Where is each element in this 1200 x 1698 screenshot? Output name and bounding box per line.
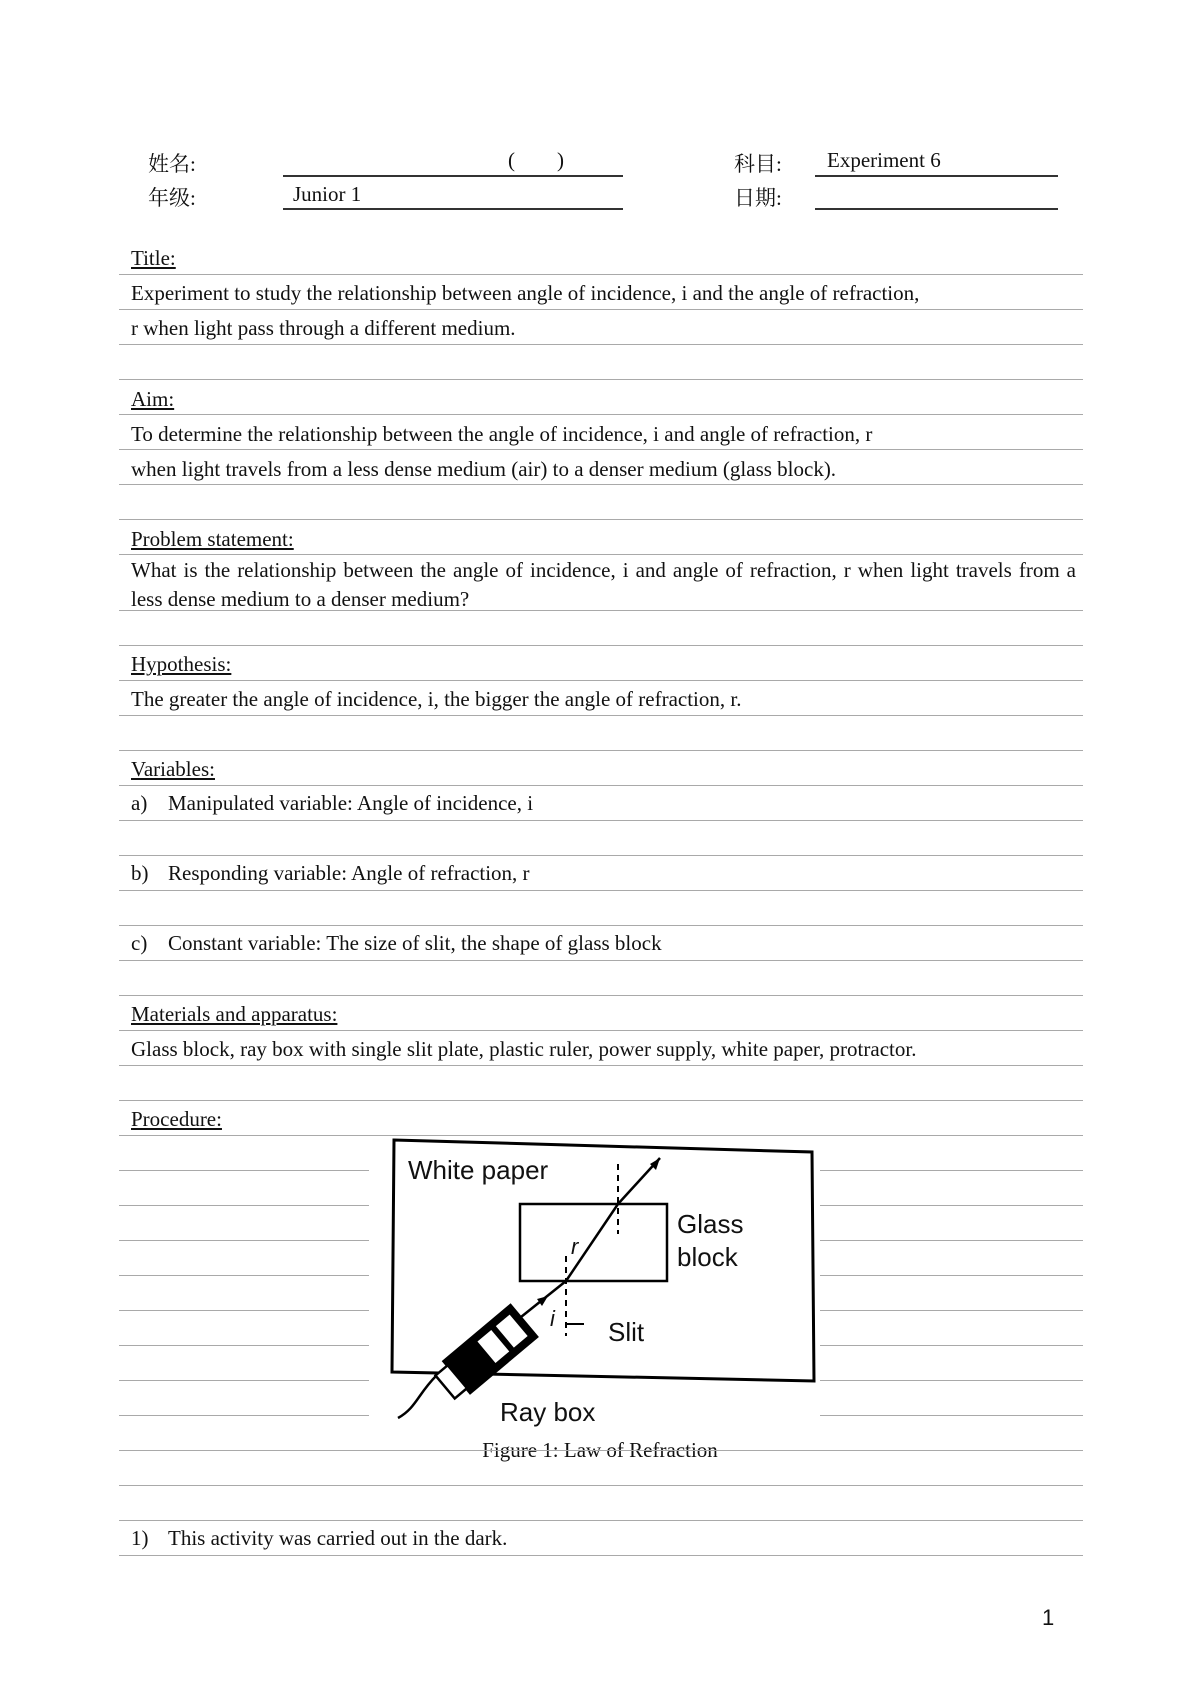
variable-item-constant [131,931,662,956]
refraction-figure [388,1136,818,1431]
aim-line-1: To determine the relationship between the angle of incidence, i and angle of refraction, r [131,422,873,446]
block-label: block [677,1242,738,1272]
ruled-line [119,715,1083,716]
title-heading: Title: [131,246,176,270]
ruled-line [820,1310,1083,1311]
ruled-line [119,1555,1083,1556]
variable-text: Constant variable: The size of slit, the shape of glass block [168,931,662,955]
white-paper-label: White paper [408,1155,549,1185]
angle-i-label: i [550,1306,555,1331]
grade-field[interactable] [283,208,623,210]
slit-label: Slit [608,1317,645,1347]
ruled-line [119,344,1083,345]
ruled-line [119,960,1083,961]
ruled-line [820,1275,1083,1276]
ruled-line [820,1170,1083,1171]
ruled-line [820,1240,1083,1241]
step-text: This activity was carried out in the dark. [168,1526,508,1550]
ray-box-label: Ray box [500,1397,596,1427]
ruled-line [119,995,1083,996]
ruled-line [119,1485,1083,1486]
materials-heading: Materials and apparatus: [131,1002,338,1026]
hypothesis-heading: Hypothesis: [131,652,232,676]
ruled-line [119,1520,1083,1521]
ruled-line [820,1205,1083,1206]
ruled-line [119,925,1083,926]
grade-value: Junior 1 [293,182,362,206]
ruled-line [119,820,1083,821]
angle-r-label: r [571,1234,579,1259]
ruled-line [119,414,1083,415]
ruled-line [119,1380,369,1381]
materials-text: Glass block, ray box with single slit plate, plastic ruler, power supply, white paper, protractor. [131,1037,917,1061]
title-line-2: r when light pass through a different medium. [131,316,516,340]
ruled-line [119,379,1083,380]
ruled-line [119,890,1083,891]
ruled-line [119,449,1083,450]
class-number-paren: ( ) [508,148,564,172]
ruled-line [820,1380,1083,1381]
date-label: 日期: [734,186,782,210]
ruled-line [119,1205,369,1206]
variable-text: Responding variable: Angle of refraction, r [168,861,530,885]
date-field[interactable] [815,208,1058,210]
grade-label: 年级: [148,186,196,210]
ruled-line [119,1310,369,1311]
ruled-line [119,484,1083,485]
ruled-line [119,1415,369,1416]
list-marker: c) [131,931,148,955]
ruled-line [119,1065,1083,1066]
problem-heading: Problem statement: [131,527,294,551]
ruled-line [119,645,1083,646]
list-marker: b) [131,861,149,885]
subject-label: 科目: [734,152,782,176]
procedure-heading: Procedure: [131,1107,222,1131]
figure-caption: Figure 1: Law of Refraction [482,1438,718,1462]
power-cable [398,1376,436,1418]
name-field[interactable] [283,175,623,177]
problem-text: What is the relationship between the angle of incidence, i and angle of refraction, r when light travels from a less dense medium to a denser medium? [131,558,1076,611]
variable-text: Manipulated variable: Angle of incidence, i [168,791,534,815]
ruled-line [820,1415,1083,1416]
ruled-line [119,309,1083,310]
procedure-step [131,1526,507,1551]
ruled-line [119,1170,369,1171]
variables-heading: Variables: [131,757,215,781]
variable-item-responding [131,861,530,886]
ruled-line [119,1240,369,1241]
ruled-line [119,274,1083,275]
list-marker: a) [131,791,148,815]
aim-line-2: when light travels from a less dense medium (air) to a denser medium (glass block). [131,457,837,481]
name-label: 姓名: [148,152,196,176]
ruled-line [119,1030,1083,1031]
ruled-line [119,1345,369,1346]
ruled-line [119,1100,1083,1101]
page-number: 1 [1042,1605,1055,1630]
title-line-1: Experiment to study the relationship between angle of incidence, i and the angle of refraction, [131,281,920,305]
ruled-line [119,785,1083,786]
subject-value: Experiment 6 [827,148,941,172]
ruled-line [820,1345,1083,1346]
subject-field[interactable] [815,175,1058,177]
ruled-line [119,1275,369,1276]
glass-label: Glass [677,1209,744,1239]
hypothesis-text: The greater the angle of incidence, i, the bigger the angle of refraction, r. [131,687,742,711]
ruled-line [119,750,1083,751]
ruled-line [119,610,1083,611]
ruled-line [119,554,1083,555]
ruled-line [119,519,1083,520]
ruled-line [119,1450,1083,1451]
aim-heading: Aim: [131,387,175,411]
ruled-line [119,680,1083,681]
variable-item-manipulated [131,791,533,816]
ruled-line [119,855,1083,856]
list-marker: 1) [131,1526,149,1550]
